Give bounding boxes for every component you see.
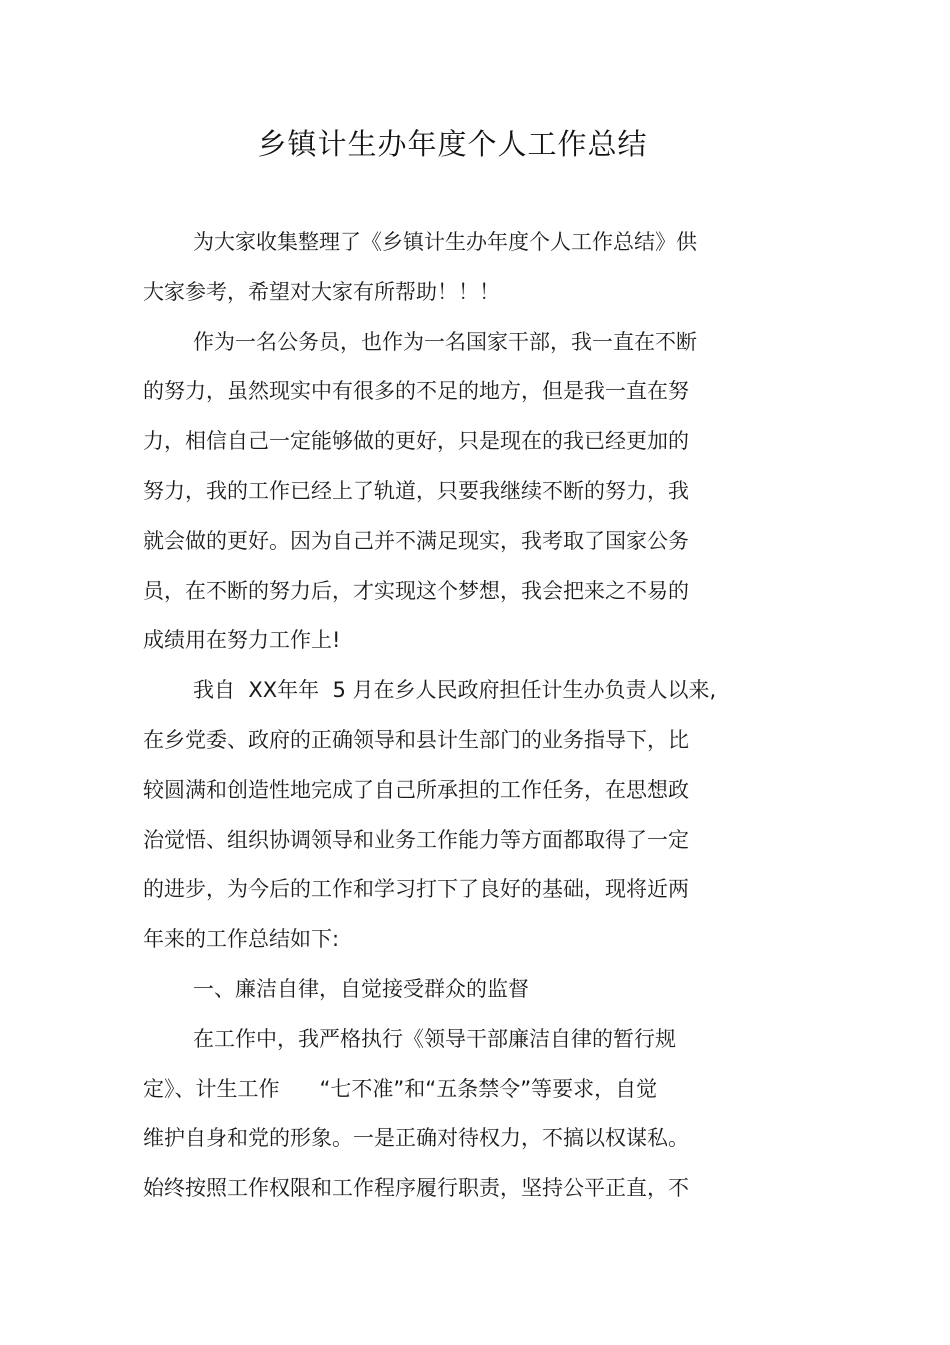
paragraph-line: 努力，我的工作已经上了轨道，只要我继续不断的努力，我	[143, 479, 689, 503]
paragraph-line: 的进步，为今后的工作和学习打下了良好的基础，现将近两	[143, 877, 689, 901]
paragraph-line: 较圆满和创造性地完成了自己所承担的工作任务，在思想政	[143, 778, 689, 802]
paragraph-line: 的努力，虽然现实中有很多的不足的地方，但是我一直在努	[143, 379, 689, 403]
paragraph-line: 始终按照工作权限和工作程序履行职责，坚持公平正直，不	[143, 1176, 689, 1200]
paragraph-line: 治觉悟、组织协调领导和业务工作能力等方面都取得了一定	[143, 828, 689, 852]
paragraph-line: 就会做的更好。因为自己并不满足现实，我考取了国家公务	[143, 529, 689, 553]
paragraph-line: 成绩用在努力工作上!	[143, 628, 341, 652]
paragraph-line: 力，相信自己一定能够做的更好，只是现在的我已经更加的	[143, 429, 689, 453]
paragraph-line: 在乡党委、政府的正确领导和县计生部门的业务指导下，比	[143, 728, 689, 752]
paragraph-line: 定》、计生工作 “七不准”和“五条禁令”等要求，自觉	[143, 1077, 658, 1101]
paragraph-first-line: 在工作中，我严格执行《领导干部廉洁自律的暂行规	[193, 1027, 676, 1051]
paragraph-line: 维护自身和党的形象。一是正确对待权力，不搞以权谋私。	[143, 1126, 689, 1150]
paragraph-line: 年来的工作总结如下:	[143, 927, 340, 951]
paragraph-line: 大家参考，希望对大家有所帮助！！！	[143, 280, 500, 304]
paragraph-first-line: 一、廉洁自律，自觉接受群众的监督	[193, 977, 529, 1001]
paragraph-first-line: 为大家收集整理了《乡镇计生办年度个人工作总结》供	[193, 230, 697, 254]
paragraph-first-line: 我自 XX年年 5 月在乡人民政府担任计生办负责人以来,	[193, 678, 717, 702]
paragraph-first-line: 作为一名公务员，也作为一名国家干部，我一直在不断	[193, 330, 697, 354]
document-title: 乡镇计生办年度个人工作总结	[257, 127, 648, 161]
paragraph-line: 员，在不断的努力后，才实现这个梦想，我会把来之不易的	[143, 579, 689, 603]
